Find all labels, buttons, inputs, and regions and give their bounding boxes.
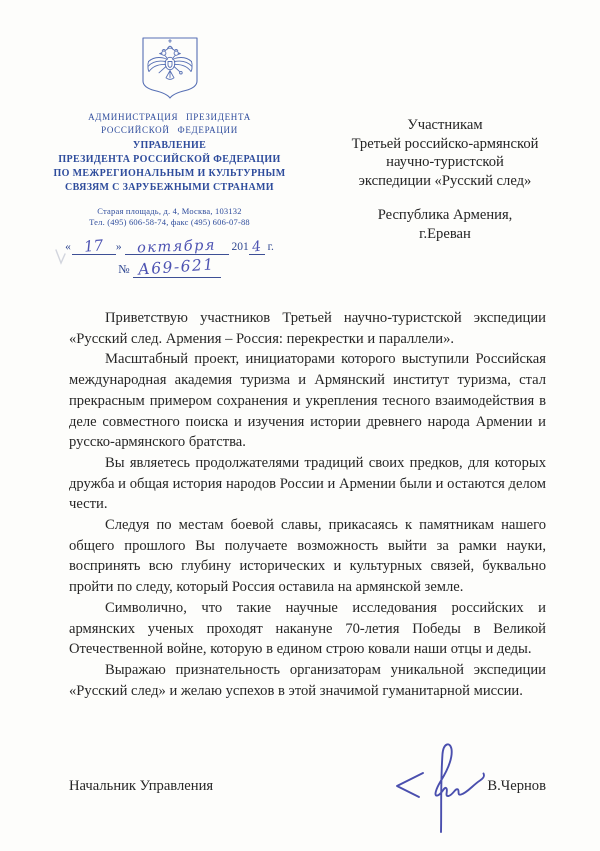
addressee-block (328, 116, 562, 244)
signer-position: Начальник Управления (69, 778, 214, 794)
handwritten-day: 17 (83, 236, 105, 256)
paragraph-6: Выражаю признательность организаторам уникальной экспедиции «Русский след» и желаю успехов в этой значимой гуманитарной миссии. (69, 661, 546, 699)
paragraph-3: Вы являетесь продолжателями традиций своих предков, для которых дружба и общая история народов России и Армении были и остаются делом чести. (69, 454, 546, 513)
paragraph-1: Приветствую участников Третьей научно-туристской экспедиции «Русский след. Армения – Россия: перекрестки и параллели». (69, 310, 546, 347)
handwritten-number: А69-621 (137, 255, 216, 279)
addressee-line-1: Участникам (407, 117, 483, 133)
year-printed: 201 (231, 241, 249, 253)
number-underline (133, 255, 221, 279)
organization-name (43, 111, 296, 136)
year-suffix: г. (267, 241, 274, 253)
org-line-2: РОССИЙСКОЙ ФЕДЕРАЦИИ (101, 124, 238, 135)
russian-coat-of-arms-icon (141, 36, 199, 100)
handwritten-year-digit: 4 (251, 238, 263, 256)
dept-line-3: ПО МЕЖРЕГИОНАЛЬНЫМ И КУЛЬТУРНЫМ (53, 168, 286, 179)
letter-body (69, 308, 546, 701)
close-quote: » (115, 241, 123, 253)
paragraph-4: Следуя по местам боевой славы, прикасаясь к памятникам нашего общего прошлого Вы получаете возможность выйти за рамки науки, воспринять всю глубину исторических и культурных связей, буквально пройти по следу, который Россия оставила на армянской земле. (69, 517, 546, 596)
signature-row (69, 778, 546, 795)
dept-line-1: УПРАВЛЕНИЕ (132, 140, 207, 151)
postal-address (43, 206, 296, 228)
pencil-checkmark (54, 247, 68, 267)
date-line (43, 236, 296, 255)
addressee-line-2: Третьей российско-армянской (351, 135, 539, 152)
address-line-2: Тел. (495) 606-58-74, факс (495) 606-07-88 (89, 217, 250, 227)
addressee-line-4: экспедиции «Русский след» (358, 172, 532, 189)
day-underline (72, 236, 116, 255)
addressee-location-1: Республика Армения, (377, 207, 513, 224)
number-label: № (118, 262, 130, 276)
handwritten-month: октября (136, 237, 217, 257)
paragraph-2: Масштабный проект, инициаторами которого выступили Российская международная академия туризма и Армянский институт туризма, стал прекрасным примером сохранения и укрепления тесного взаимодействия в деле совместного поиска и изучения истории древнего народа Армении и русско-армянского братства. (69, 351, 546, 451)
paragraph-5: Символично, что такие научные исследования российских и армянских ученых проходят накануне 70-летия Победы в Великой Отечественной войне, которую в едином строю ковали наши отцы и деды. (69, 599, 546, 658)
month-underline (125, 238, 229, 255)
dept-line-4: СВЯЗЯМ С ЗАРУБЕЖНЫМИ СТРАНАМИ (65, 182, 274, 193)
department-name (43, 139, 296, 195)
addressee-line-3: научно-туристской (386, 154, 504, 171)
org-line-1: АДМИНИСТРАЦИЯ ПРЕЗИДЕНТА (88, 112, 251, 122)
year-underline (249, 238, 265, 255)
letterhead (43, 36, 296, 278)
addressee-location-2: г.Ереван (419, 225, 471, 242)
open-quote: « (65, 241, 72, 253)
address-line-1: Старая площадь, д. 4, Москва, 103132 (97, 206, 242, 216)
dept-line-2: ПРЕЗИДЕНТА РОССИЙСКОЙ ФЕДЕРАЦИИ (58, 154, 281, 165)
document-number-line (43, 255, 296, 279)
signer-name: В.Чернов (487, 778, 546, 794)
